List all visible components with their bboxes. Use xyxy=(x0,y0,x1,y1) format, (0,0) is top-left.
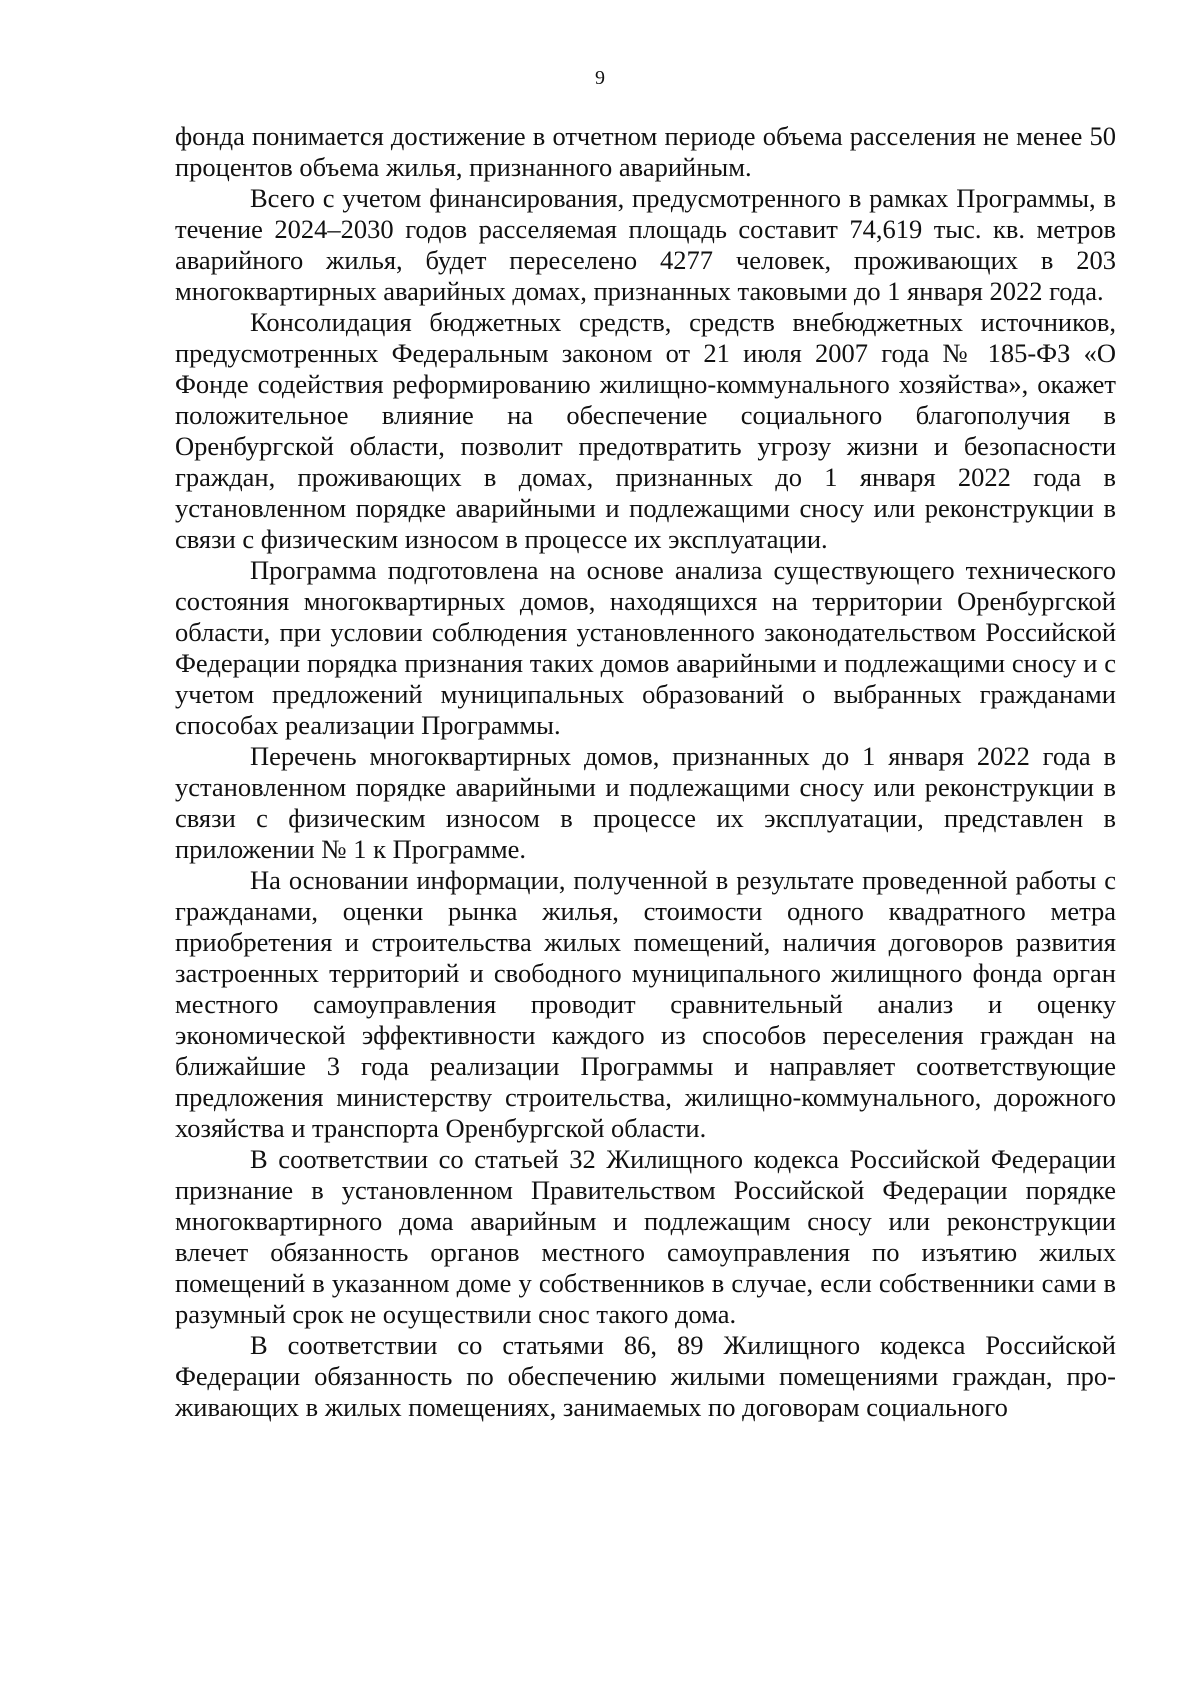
paragraph: Перечень многоквартирных домов, признанных до 1 января 2022 года в установленном порядке аварийными и подлежащими сносу или реконструкции в связи с физическим износом в процессе их эксплуатации, представлен в приложении № 1 к Программе. xyxy=(175,741,1116,864)
paragraph: В соответствии со статьями 86, 89 Жилищного кодекса Российской Федерации обязанность по обеспечению жилыми помещениями граждан, проживающих в жилых помещениях, занимаемых по договорам социального xyxy=(175,1330,1116,1422)
paragraph: На основании информации, полученной в результате проведенной работы с гражданами, оценки рынка жилья, стоимости одного квадратного метра приобретения и строительства жилых помещений, наличия договоров развития застроенных территорий и свободного муниципального жилищного фонда орган местного самоуправления проводит сравнительный анализ и оценку экономической эффективности каждого из способов переселения граждан на ближайшие 3 года реализации Программы и направляет соответствующие предложения министерству строительства, жилищно-коммунального, дорожного хозяйства и транспорта Оренбургской области. xyxy=(175,865,1116,1143)
page-number: 9 xyxy=(595,67,605,89)
paragraph: Всего с учетом финансирования, предусмотренного в рамках Программы, в течение 2024–2030 годов расселяемая площадь составит 74,619 тыс. кв. метров аварийного жилья, будет переселено 4277 человек, проживающих в 203 многоквартирных аварийных домах, признанных таковыми до 1 января 2022 года. xyxy=(175,183,1116,306)
paragraph: фонда понимается достижение в отчетном периоде объема расселения не менее 50 процентов объема жилья, признанного аварийным. xyxy=(175,121,1116,182)
paragraph: В соответствии со статьей 32 Жилищного кодекса Российской Федерации признание в установленном Правительством Российской Федерации порядке многоквартирного дома аварийным и подлежащим сносу или реконструкции влечет обязанность органов местного самоуправления по изъятию жилых помещений в указанном доме у собственников в случае, если собственники сами в разумный срок не осуществили снос такого дома. xyxy=(175,1144,1116,1329)
paragraph: Консолидация бюджетных средств, средств внебюджетных источников, предусмотренных Федеральным законом от 21 июля 2007 года № 185-ФЗ «О Фонде содействия реформированию жилищно-коммунального хозяйства», окажет положительное влияние на обеспечение социального благополучия в Оренбургской области, позволит предотвратить угрозу жизни и безопасности граждан, проживающих в домах, признанных до 1 января 2022 года в установленном порядке аварийными и подлежащими сносу или реконструкции в связи с физическим износом в процессе их эксплуатации. xyxy=(175,307,1116,554)
paragraph: Программа подготовлена на основе анализа существующего технического состояния многоквартирных домов, находящихся на территории Оренбургской области, при условии соблюдения установленного законодательством Российской Федерации порядка признания таких домов аварийными и подлежащими сносу и с учетом предложений муниципальных образований о выбранных гражданами способах реализации Программы. xyxy=(175,555,1116,740)
document-body xyxy=(175,121,1116,1423)
